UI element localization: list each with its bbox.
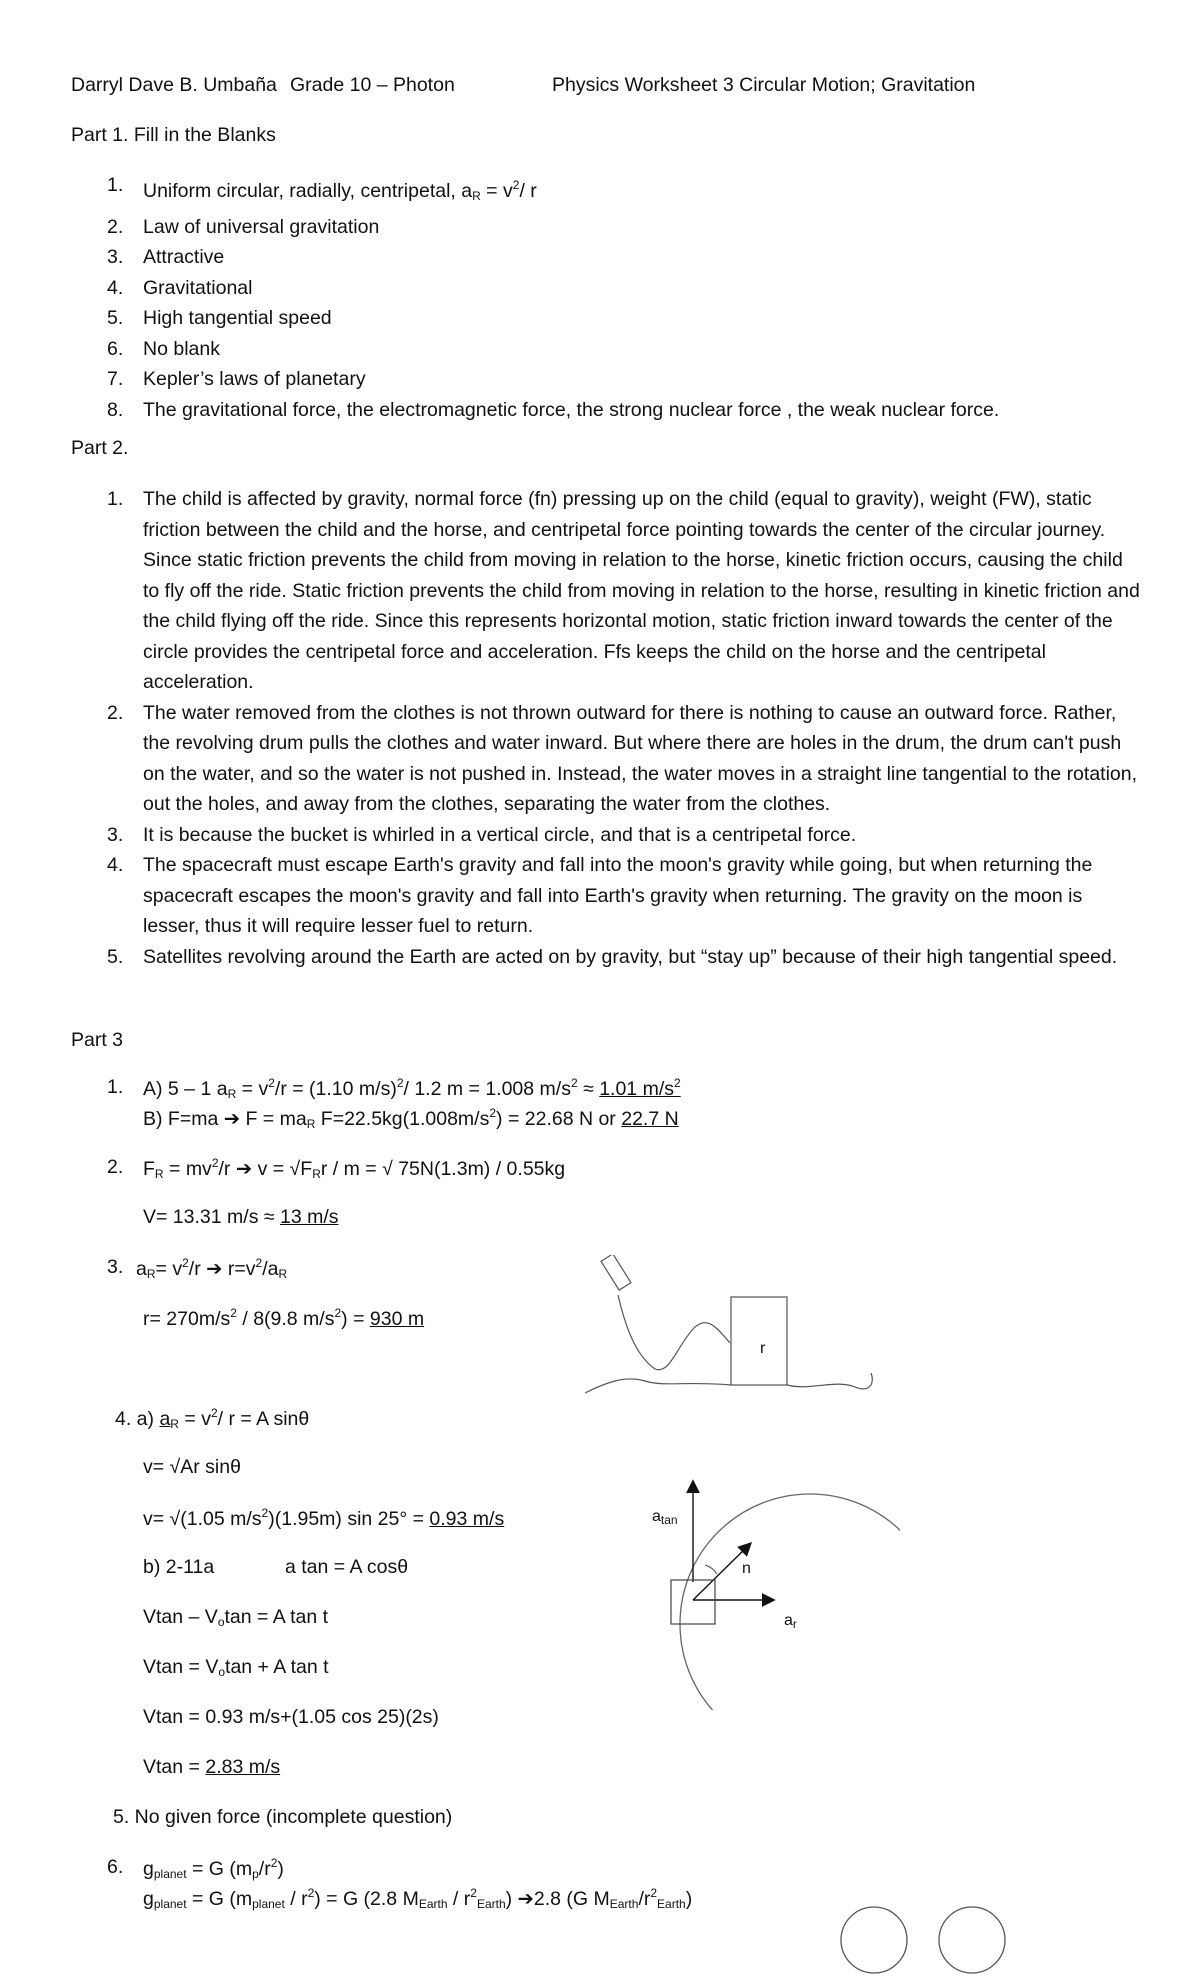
q2-line-1 bbox=[143, 1156, 565, 1181]
angle-arc bbox=[705, 1565, 717, 1574]
q6-text: g bbox=[143, 1858, 154, 1880]
answer-text: 1.01 m/s bbox=[599, 1078, 674, 1100]
circular-path bbox=[680, 1494, 900, 1710]
superscript: 2 bbox=[512, 178, 520, 192]
q2-text: /r ➔ v = √F bbox=[218, 1158, 313, 1180]
q1-text: = v bbox=[236, 1078, 269, 1100]
q4-line-3 bbox=[143, 1506, 504, 1531]
q6-text: ) = G (2.8 M bbox=[314, 1888, 419, 1910]
subscript: R bbox=[170, 1417, 179, 1431]
item-text: The spacecraft must escape Earth's gravity and fall into the moon's gravity while going, but when returning the spacecraft escapes the moon's gravity and fall into Earth's gravity when returning. The gravity on the moon is lesser, thus it will require lesser fuel to return. bbox=[143, 854, 1093, 937]
part1-item bbox=[0, 273, 1143, 304]
q4-text: tan + A tan t bbox=[225, 1656, 329, 1678]
item-text: / r bbox=[519, 180, 537, 202]
q3-number: 3. bbox=[107, 1256, 124, 1278]
item-text: Law of universal gravitation bbox=[143, 215, 380, 238]
part2-item bbox=[0, 942, 1143, 973]
part1-list bbox=[0, 170, 1200, 425]
item-text: Attractive bbox=[143, 246, 225, 268]
subscript: R bbox=[472, 189, 481, 203]
subscript: R bbox=[312, 1167, 321, 1181]
q3-line-2 bbox=[143, 1306, 424, 1331]
planet-circle bbox=[841, 1907, 907, 1973]
q6-text: / r bbox=[284, 1888, 308, 1910]
superscript: 2 bbox=[650, 1886, 658, 1900]
superscript: 2 bbox=[307, 1886, 315, 1900]
q4-diagram-atan bbox=[652, 1508, 678, 1527]
q2-text: = mv bbox=[163, 1158, 212, 1180]
item-text: Gravitational bbox=[143, 276, 253, 299]
q4-answer-a: 0.93 m/s bbox=[429, 1508, 505, 1530]
q4-a-symbol bbox=[159, 1408, 179, 1430]
subscript: planet bbox=[153, 1867, 187, 1881]
superscript: 2 bbox=[570, 1076, 578, 1090]
item-number: 5. bbox=[107, 307, 124, 329]
q1-answer-a bbox=[599, 1078, 680, 1100]
q3-diagram-label: r bbox=[760, 1340, 766, 1357]
q4-text: )(1.95m) sin 25° bbox=[268, 1508, 413, 1530]
q6-text: = G (m bbox=[186, 1888, 253, 1910]
part1-item bbox=[0, 364, 1143, 395]
q6-text: g bbox=[143, 1888, 154, 1910]
ground-curve-left bbox=[585, 1379, 731, 1393]
q4-text: a bbox=[159, 1408, 171, 1430]
q6-text: /r bbox=[258, 1858, 271, 1880]
q6-text: / r bbox=[447, 1888, 471, 1910]
item-text: = v bbox=[480, 180, 513, 202]
subscript: R bbox=[227, 1087, 237, 1101]
item-number: 4. bbox=[107, 854, 124, 876]
subscript: Earth bbox=[609, 1897, 639, 1911]
q4-line-8 bbox=[143, 1756, 280, 1779]
subscript: p bbox=[252, 1867, 259, 1881]
q1-text: ) = 22.68 N or bbox=[496, 1108, 622, 1130]
q4-text: 4. a) bbox=[115, 1408, 160, 1430]
superscript: 2 bbox=[230, 1306, 237, 1320]
item-text: The child is affected by gravity, normal force (fn) pressing up on the child (equal to gravity), weight (FW), static friction between the child and the horse, and centripetal force pointing towards the center of the circular journey. Since static friction prevents the child from moving in relation to the horse, kinetic friction occurs, causing the child to fly off the ride. Static friction prevents the child from moving in relation to the horse, resulting in kinetic friction and the child flying off the ride. Since this represents horizontal motion, static friction inward towards the center of the circle provides the centripetal force and acceleration. Ffs keeps the child on the horse and the centripetal acceleration. bbox=[143, 488, 1140, 693]
part2-item bbox=[0, 698, 1143, 820]
projectile-sketch bbox=[601, 1255, 631, 1290]
q4-answer-b: 2.83 m/s bbox=[205, 1756, 281, 1778]
grade-section: Grade 10 – Photon bbox=[290, 74, 455, 96]
q6-text: = G (m bbox=[186, 1858, 253, 1880]
subscript: planet bbox=[252, 1897, 285, 1911]
q4-text: = bbox=[412, 1508, 430, 1530]
q2-answer: 13 m/s bbox=[279, 1206, 339, 1228]
subscript: R bbox=[154, 1167, 164, 1181]
item-text: Kepler’s laws of planetary bbox=[143, 368, 366, 390]
q6-text: ) bbox=[277, 1858, 284, 1880]
q4-text: / r = A sinθ bbox=[217, 1408, 310, 1430]
subscript: R bbox=[146, 1267, 156, 1281]
q4-text: Vtan = V bbox=[143, 1656, 219, 1678]
subscript: planet bbox=[153, 1897, 187, 1911]
part1-item bbox=[0, 395, 1143, 426]
subscript: r bbox=[792, 1617, 797, 1631]
earth-circle bbox=[939, 1907, 1005, 1973]
q3-text: r= 270m/s bbox=[143, 1308, 231, 1330]
item-number: 2. bbox=[107, 215, 124, 238]
q3-line-1 bbox=[136, 1256, 287, 1281]
superscript: 2 bbox=[396, 1076, 404, 1090]
q3-answer: 930 m bbox=[369, 1308, 425, 1330]
cliff-box bbox=[731, 1297, 787, 1385]
subscript: Earth bbox=[657, 1897, 686, 1911]
item-number: 3. bbox=[107, 823, 124, 846]
diagram-label: a bbox=[784, 1612, 793, 1629]
q1-text: B) F=ma ➔ F = ma bbox=[143, 1108, 307, 1130]
item-text: Uniform circular, radially, centripetal, a bbox=[143, 180, 473, 202]
superscript: 2 bbox=[334, 1306, 342, 1320]
subscript: Earth bbox=[476, 1897, 506, 1911]
q1-text: / 1.2 m = 1.008 m/s bbox=[403, 1078, 571, 1100]
part2-item bbox=[0, 484, 1143, 698]
q6-text: /r bbox=[638, 1888, 651, 1910]
q4-line-4b: a tan = A cosθ bbox=[285, 1556, 409, 1578]
q4-line-6 bbox=[143, 1656, 329, 1679]
q3-cliff-diagram bbox=[585, 1255, 885, 1405]
item-number: 1. bbox=[107, 488, 124, 510]
subscript: R bbox=[306, 1117, 316, 1131]
subscript: o bbox=[217, 1615, 225, 1629]
item-text: It is because the bucket is whirled in a vertical circle, and that is a centripetal force. bbox=[143, 823, 857, 846]
q3-text: ) = bbox=[341, 1308, 370, 1330]
subscript: Earth bbox=[418, 1897, 448, 1911]
part2-item bbox=[0, 820, 1143, 851]
q4-text: tan = A tan t bbox=[224, 1606, 329, 1628]
q4-line-7: Vtan = 0.93 m/s+(1.05 cos 25)(2s) bbox=[143, 1706, 439, 1728]
q1-line-a bbox=[143, 1076, 681, 1101]
superscript: 2 bbox=[674, 1076, 681, 1090]
q4-text: v= √(1.05 m/s bbox=[143, 1508, 262, 1530]
part1-item bbox=[0, 170, 1143, 212]
q1-number: 1. bbox=[107, 1076, 124, 1098]
item-number: 7. bbox=[107, 368, 124, 390]
q4-circle-diagram bbox=[650, 1470, 900, 1710]
q4-line-1 bbox=[115, 1406, 309, 1431]
author-name: Darryl Dave B. Umbaña bbox=[71, 74, 277, 96]
q5-line: 5. No given force (incomplete question) bbox=[113, 1806, 453, 1828]
q4-line-4a: b) 2-11a bbox=[143, 1556, 215, 1578]
q6-line-1 bbox=[143, 1856, 284, 1881]
item-number: 2. bbox=[107, 701, 124, 724]
item-number: 6. bbox=[107, 337, 124, 360]
item-number: 4. bbox=[107, 276, 124, 299]
item-text: The gravitational force, the electromagnetic force, the strong nuclear force , the weak nuclear force. bbox=[143, 398, 1000, 421]
q3-text: /r ➔ r=v bbox=[188, 1258, 256, 1280]
object-box bbox=[671, 1580, 715, 1624]
superscript: 2 bbox=[255, 1256, 263, 1270]
q4-text: Vtan – V bbox=[143, 1606, 218, 1628]
q6-line-2 bbox=[143, 1886, 692, 1911]
item-number: 3. bbox=[107, 246, 124, 268]
q4-diagram-n: n bbox=[742, 1560, 751, 1577]
q1-text: F=22.5kg(1.008m/s bbox=[315, 1108, 490, 1130]
q3-text: /a bbox=[262, 1258, 279, 1280]
q1-text: /r = (1.10 m/s) bbox=[274, 1078, 397, 1100]
q6-text: ) ➔2.8 (G M bbox=[505, 1888, 610, 1910]
q2-text: V= 13.31 m/s ≈ bbox=[143, 1206, 280, 1228]
part1-heading: Part 1. Fill in the Blanks bbox=[71, 124, 276, 146]
q2-line-2 bbox=[143, 1206, 339, 1229]
part2-list bbox=[0, 484, 1200, 972]
item-number: 8. bbox=[107, 398, 124, 421]
q2-text: r / m = √ 75N(1.3m) / 0.55kg bbox=[320, 1158, 566, 1180]
subscript: R bbox=[278, 1267, 288, 1281]
q6-number: 6. bbox=[107, 1856, 124, 1878]
ground-curve-right bbox=[787, 1373, 872, 1389]
item-text: The water removed from the clothes is not thrown outward for there is nothing to cause an outward force. Rather, the revolving drum pulls the clothes and water inward. But where there are holes in the drum, the drum can't push on the water, and so the water is not pushed in. Instead, the water moves in a straight line tangential to the rotation, out the holes, and away from the clothes, separating the water from the clothes. bbox=[143, 701, 1138, 815]
item-number: 5. bbox=[107, 945, 124, 968]
subscript: o bbox=[218, 1665, 226, 1679]
q4-line-5 bbox=[143, 1606, 328, 1629]
superscript: 2 bbox=[261, 1506, 269, 1520]
superscript: 2 bbox=[489, 1106, 497, 1120]
item-number: 1. bbox=[107, 174, 124, 196]
q1-answer-b: 22.7 N bbox=[621, 1108, 679, 1130]
part1-item bbox=[0, 212, 1143, 243]
part1-item bbox=[0, 303, 1143, 334]
q4-diagram-ar bbox=[784, 1612, 797, 1631]
superscript: 2 bbox=[211, 1156, 219, 1170]
item-text: No blank bbox=[143, 337, 220, 360]
q3-text: = v bbox=[155, 1258, 183, 1280]
trajectory-curve bbox=[618, 1295, 730, 1370]
superscript: 2 bbox=[268, 1076, 275, 1090]
superscript: 2 bbox=[470, 1886, 477, 1900]
superscript: 2 bbox=[270, 1856, 278, 1870]
q2-text: F bbox=[143, 1158, 155, 1180]
q1-text: A) 5 – 1 a bbox=[143, 1078, 228, 1100]
q3-text: a bbox=[136, 1258, 147, 1280]
part3-heading: Part 3 bbox=[71, 1029, 124, 1051]
superscript: 2 bbox=[210, 1406, 218, 1420]
item-text: Satellites revolving around the Earth are acted on by gravity, but “stay up” because of their high tangential speed. bbox=[143, 945, 1118, 968]
part1-item bbox=[0, 334, 1143, 365]
item-text: High tangential speed bbox=[143, 307, 332, 329]
part2-item bbox=[0, 850, 1143, 942]
part1-item bbox=[0, 242, 1143, 273]
part2-heading: Part 2. bbox=[71, 437, 129, 459]
q6-text: ) bbox=[685, 1888, 693, 1910]
q1-text: ≈ bbox=[577, 1078, 600, 1100]
superscript: 2 bbox=[182, 1256, 189, 1270]
subscript: tan bbox=[660, 1513, 678, 1527]
q1-line-b bbox=[143, 1106, 679, 1131]
q3-text: / 8(9.8 m/s bbox=[236, 1308, 335, 1330]
q2-number: 2. bbox=[107, 1156, 124, 1178]
q6-planet-circles bbox=[838, 1900, 1018, 1976]
worksheet-title: Physics Worksheet 3 Circular Motion; Gravitation bbox=[552, 74, 976, 96]
diagram-label: a bbox=[652, 1508, 661, 1525]
q4-text: = v bbox=[178, 1408, 211, 1430]
q4-line-2: v= √Ar sinθ bbox=[143, 1456, 241, 1478]
q4-text: Vtan = bbox=[143, 1756, 206, 1778]
